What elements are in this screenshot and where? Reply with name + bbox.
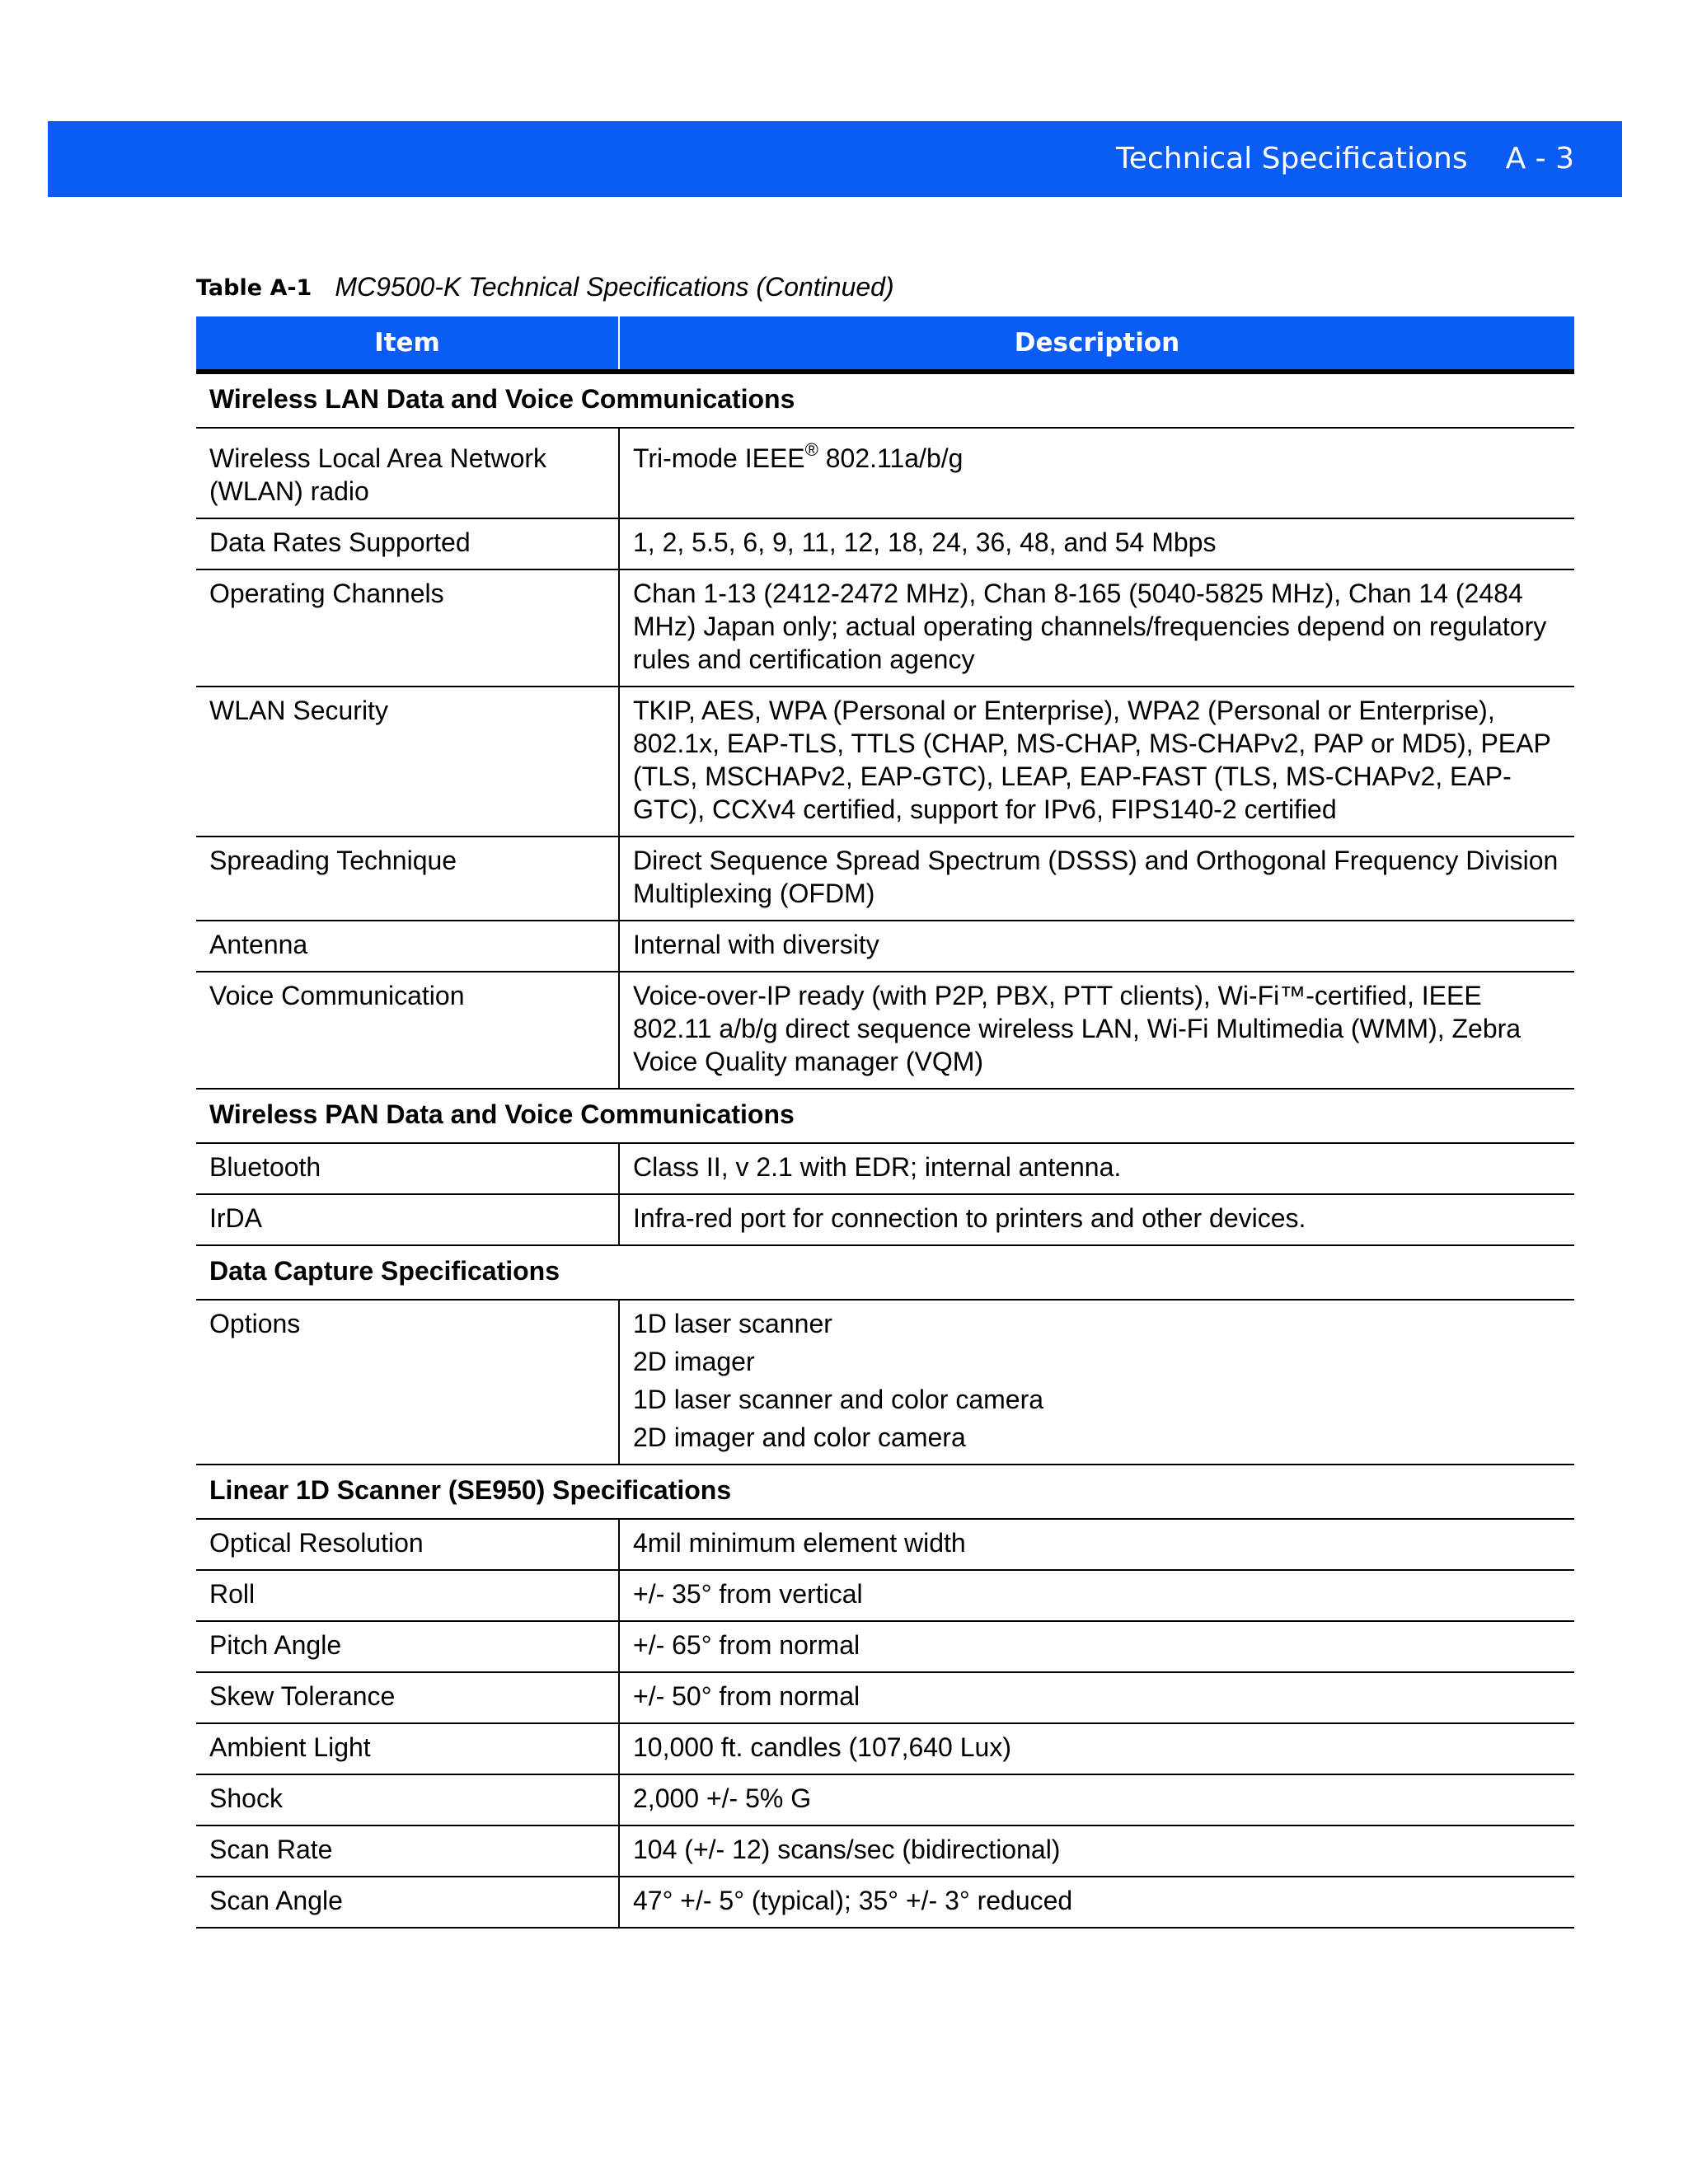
section-row xyxy=(196,1245,1574,1300)
column-header-item: Item xyxy=(196,316,619,372)
item-cell: Optical Resolution xyxy=(196,1519,619,1570)
table-row xyxy=(196,1621,1574,1672)
description-cell: +/- 50° from normal xyxy=(619,1672,1574,1723)
description-cell: TKIP, AES, WPA (Personal or Enterprise), WPA2 (Personal or Enterprise), 802.1x, EAP-TLS, TTLS (CHAP, MS-CHAP, MS-CHAPv2, PAP or MD5), PEAP (TLS, MSCHAPv2, EAP-GTC), LEAP, EAP-FAST (TLS, MS-CHAPv2, EAP-GTC), CCXv4 certified, support for IPv6, FIPS140-2 certified xyxy=(619,687,1574,837)
section-title: Linear 1D Scanner (SE950) Specifications xyxy=(196,1465,1574,1519)
registered-mark: ® xyxy=(804,439,818,461)
table-row xyxy=(196,1774,1574,1825)
page-header xyxy=(1116,121,1574,197)
table-row xyxy=(196,1672,1574,1723)
description-cell: 10,000 ft. candles (107,640 Lux) xyxy=(619,1723,1574,1774)
description-cell: Direct Sequence Spread Spectrum (DSSS) and Orthogonal Frequency Division Multiplexing (OFDM) xyxy=(619,837,1574,921)
option-line: 2D imager and color camera xyxy=(633,1422,966,1452)
section-row xyxy=(196,1465,1574,1519)
table-row xyxy=(196,428,1574,518)
description-cell: +/- 65° from normal xyxy=(619,1621,1574,1672)
description-cell xyxy=(619,1300,1574,1465)
section-title: Wireless LAN Data and Voice Communications xyxy=(196,372,1574,428)
section-row xyxy=(196,372,1574,428)
item-cell: Options xyxy=(196,1300,619,1465)
item-cell: Pitch Angle xyxy=(196,1621,619,1672)
description-text: Tri-mode IEEE xyxy=(633,443,805,473)
item-cell: Scan Angle xyxy=(196,1877,619,1928)
description-cell: 47° +/- 5° (typical); 35° +/- 3° reduced xyxy=(619,1877,1574,1928)
table-row xyxy=(196,1877,1574,1928)
table-row xyxy=(196,837,1574,921)
description-cell xyxy=(619,428,1574,518)
section-title: Wireless PAN Data and Voice Communications xyxy=(196,1089,1574,1143)
item-cell: Wireless Local Area Network (WLAN) radio xyxy=(196,428,619,518)
description-cell: 1, 2, 5.5, 6, 9, 11, 12, 18, 24, 36, 48, and 54 Mbps xyxy=(619,518,1574,569)
table-row xyxy=(196,1570,1574,1621)
description-cell: Infra-red port for connection to printers and other devices. xyxy=(619,1194,1574,1245)
item-cell: Shock xyxy=(196,1774,619,1825)
item-cell: IrDA xyxy=(196,1194,619,1245)
spec-table xyxy=(196,316,1574,1929)
table-header-row xyxy=(196,316,1574,372)
description-cell: Class II, v 2.1 with EDR; internal antenna. xyxy=(619,1143,1574,1194)
table-row xyxy=(196,1143,1574,1194)
description-cell: 104 (+/- 12) scans/sec (bidirectional) xyxy=(619,1825,1574,1877)
table-row xyxy=(196,1300,1574,1465)
option-line: 1D laser scanner xyxy=(633,1309,832,1338)
table-caption-label: Table A-1 xyxy=(196,275,312,301)
page-header-bar xyxy=(48,121,1622,197)
table-caption-title: MC9500-K Technical Specifications (Continued) xyxy=(335,272,894,302)
item-cell: WLAN Security xyxy=(196,687,619,837)
description-cell: Internal with diversity xyxy=(619,921,1574,972)
item-cell: Operating Channels xyxy=(196,569,619,687)
description-cell: 4mil minimum element width xyxy=(619,1519,1574,1570)
table-row xyxy=(196,1519,1574,1570)
header-page-number: A - 3 xyxy=(1505,142,1574,176)
item-cell: Spreading Technique xyxy=(196,837,619,921)
item-cell: Skew Tolerance xyxy=(196,1672,619,1723)
description-cell: +/- 35° from vertical xyxy=(619,1570,1574,1621)
item-cell: Data Rates Supported xyxy=(196,518,619,569)
item-cell: Bluetooth xyxy=(196,1143,619,1194)
table-caption xyxy=(196,272,894,302)
table-row xyxy=(196,1825,1574,1877)
item-cell: Roll xyxy=(196,1570,619,1621)
column-header-description: Description xyxy=(619,316,1574,372)
option-line: 1D laser scanner and color camera xyxy=(633,1385,1044,1414)
item-cell: Scan Rate xyxy=(196,1825,619,1877)
item-cell: Voice Communication xyxy=(196,972,619,1089)
item-cell: Antenna xyxy=(196,921,619,972)
header-section-title: Technical Specifications xyxy=(1115,142,1468,176)
table-row xyxy=(196,1194,1574,1245)
description-text: 802.11a/b/g xyxy=(818,443,964,473)
item-cell: Ambient Light xyxy=(196,1723,619,1774)
table-row xyxy=(196,1723,1574,1774)
section-row xyxy=(196,1089,1574,1143)
description-cell: 2,000 +/- 5% G xyxy=(619,1774,1574,1825)
table-row xyxy=(196,972,1574,1089)
description-cell: Voice-over-IP ready (with P2P, PBX, PTT clients), Wi-Fi™-certified, IEEE 802.11 a/b/g direct sequence wireless LAN, Wi-Fi Multimedia (WMM), Zebra Voice Quality manager (VQM) xyxy=(619,972,1574,1089)
table-row xyxy=(196,518,1574,569)
table-row xyxy=(196,569,1574,687)
table-row xyxy=(196,921,1574,972)
table-row xyxy=(196,687,1574,837)
option-line: 2D imager xyxy=(633,1347,755,1376)
description-cell: Chan 1-13 (2412-2472 MHz), Chan 8-165 (5040-5825 MHz), Chan 14 (2484 MHz) Japan only; actual operating channels/frequencies depend on regulatory rules and certification agency xyxy=(619,569,1574,687)
section-title: Data Capture Specifications xyxy=(196,1245,1574,1300)
